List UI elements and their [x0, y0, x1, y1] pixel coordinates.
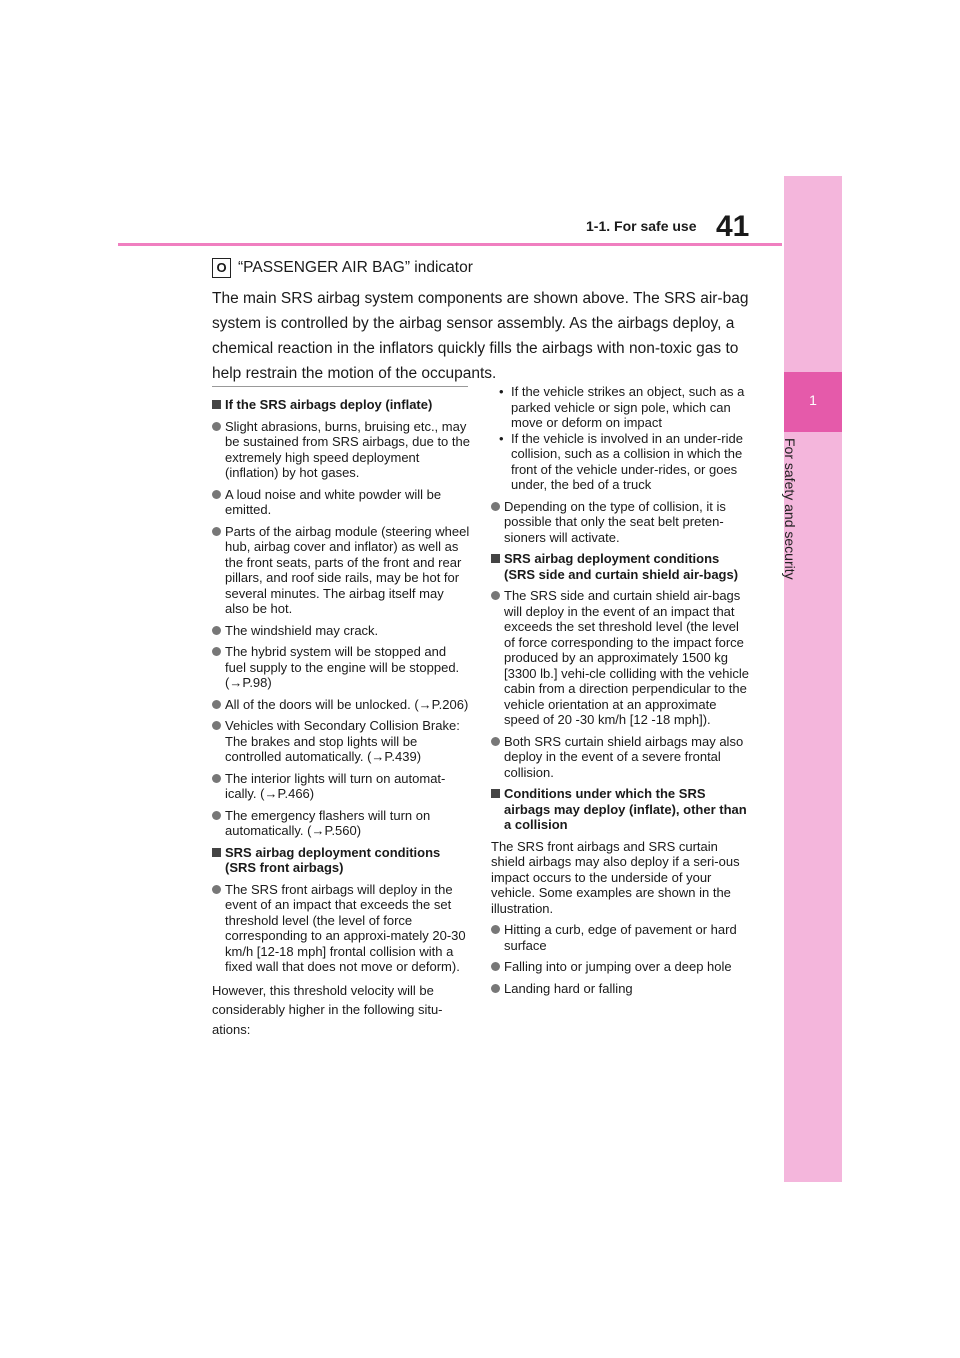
circle-bullet-icon [491, 591, 500, 600]
square-bullet-icon [212, 848, 221, 857]
threshold-paragraph: However, this threshold velocity will be considerably higher in the following situ-ations: [212, 982, 443, 1037]
list-item-text: The SRS front airbags will deploy in the event of an impact that exceeds the set threshold level (the level of force corresponding to an approxi-mately 20-30 km/h [12-18 mph] frontal collision with a fixed wall that does not move or deform). [225, 881, 466, 974]
circle-bullet-icon [212, 811, 221, 820]
list-item [491, 734, 749, 781]
chapter-title-text: For safety and security [782, 438, 798, 580]
circle-bullet-icon [212, 774, 221, 783]
square-bullet-icon [491, 554, 500, 563]
chapter-title [782, 438, 812, 604]
situation-text: If the vehicle is involved in an under-ride collision, such as a collision in which the front of the vehicle under-rides, or goes under, the bed of a truck [511, 430, 743, 492]
list-item [491, 981, 749, 997]
underside-paragraph: The SRS front airbags and SRS curtain shield airbags may also deploy if a seri-ous impact occurs to the underside of your vehicle. Some examples are shown in the illustration. [491, 838, 740, 916]
circle-bullet-icon [212, 490, 221, 499]
list-item-text: Parts of the airbag module (steering wheel hub, airbag cover and inflator) as well as the front seats, parts of the front and rear pillars, and roof side rails, may be hot for several minutes. The airbag itself may also be hot. [225, 523, 470, 616]
circle-bullet-icon [212, 885, 221, 894]
list-item [491, 959, 749, 975]
list-item [212, 524, 470, 617]
list-item-text: Hitting a curb, edge of pavement or hard surface [504, 922, 737, 953]
list-item [212, 487, 470, 518]
list-item [212, 644, 470, 691]
circle-bullet-icon [212, 527, 221, 536]
square-bullet-icon [212, 400, 221, 409]
section-label: 1-1. For safe use [586, 218, 697, 234]
situation-list [491, 384, 749, 493]
situation-text: If the vehicle strikes an object, such as a parked vehicle or sign pole, which can move or deform on impact [511, 384, 745, 430]
heading-other-conditions [491, 786, 749, 833]
list-item-text: All of the doors will be unlocked. (→P.206) [225, 696, 469, 712]
heading-text: SRS airbag deployment conditions (SRS front airbags) [225, 844, 441, 875]
list-item [212, 718, 470, 765]
circle-bullet-icon [212, 626, 221, 635]
list-item-text: Falling into or jumping over a deep hole [504, 959, 732, 974]
list-item-text: Both SRS curtain shield airbags may also deploy in the event of a severe frontal collision. [504, 733, 744, 780]
indicator-line [212, 258, 473, 278]
list-item-text: The windshield may crack. [225, 622, 379, 638]
list-item [212, 697, 470, 713]
chapter-side-band [784, 176, 842, 1182]
circle-bullet-icon [212, 647, 221, 656]
circle-bullet-icon [491, 962, 500, 971]
list-item-text: The emergency flashers will turn on automatically. (→P.560) [225, 807, 431, 838]
list-item [491, 588, 749, 728]
column-rule [212, 386, 468, 387]
list-item-text: Vehicles with Secondary Collision Brake: The brakes and stop lights will be controlled automatically. (→P.439) [225, 718, 460, 764]
indicator-label: “PASSENGER AIR BAG” indicator [238, 259, 473, 276]
heading-deploy [212, 397, 470, 413]
circle-bullet-icon [212, 721, 221, 730]
list-item [212, 808, 470, 839]
list-item [212, 882, 470, 975]
heading-text: If the SRS airbags deploy (inflate) [225, 397, 433, 412]
heading-front-conditions [212, 845, 470, 876]
situation-item [499, 431, 749, 493]
list-item-text: The interior lights will turn on automat-ically. (→P.466) [225, 770, 446, 801]
dot-marker: • [499, 384, 504, 399]
square-bullet-icon [491, 789, 500, 798]
circle-bullet-icon [491, 502, 500, 511]
right-column [491, 384, 749, 1002]
left-column [212, 397, 470, 1045]
heading-text: Conditions under which the SRS airbags may deploy (inflate), other than a collision [504, 786, 747, 832]
indicator-letter-box: O [212, 258, 231, 278]
circle-bullet-icon [491, 984, 500, 993]
dot-marker: • [499, 430, 504, 446]
circle-bullet-icon [212, 700, 221, 709]
header-divider [118, 243, 782, 246]
circle-bullet-icon [491, 737, 500, 746]
circle-bullet-icon [491, 925, 500, 934]
situation-item [499, 384, 749, 431]
list-item-text: The SRS side and curtain shield air-bags will deploy in the event of an impact that exceeds the set threshold level (the level of force corresponding to the impact force produced by an approximately 1500 kg [3300 lb.] vehi-cle colliding with the vehicle cabin from a direction perpendicular to the vehicle orientation at an approximate speed of 20 -30 km/h [12 -18 mph]). [504, 588, 749, 727]
list-item [491, 922, 749, 953]
list-item [212, 771, 470, 802]
circle-bullet-icon [212, 422, 221, 431]
list-item-text: Landing hard or falling [504, 980, 633, 996]
list-item [212, 419, 470, 481]
list-item-text: A loud noise and white powder will be emitted. [225, 486, 442, 517]
chapter-number: 1 [809, 392, 817, 408]
list-item [491, 499, 749, 546]
intro-paragraph: The main SRS airbag system components are shown above. The SRS air-bag system is controlled by the airbag sensor assembly. As the airbags deploy, a chemical reaction in the inflators quickly fills the airbags with non-toxic gas to help restrain the motion of the occupants. [212, 290, 749, 382]
heading-side-conditions [491, 551, 749, 582]
list-item-text: Depending on the type of collision, it is possible that only the seat belt preten-sioners will activate. [504, 498, 726, 545]
list-item-text: The hybrid system will be stopped and fuel supply to the engine will be stopped. (→P.98) [225, 644, 460, 690]
list-item-text: Slight abrasions, burns, bruising etc., may be sustained from SRS airbags, due to the extremely high speed deployment (inflation) by hot gases. [225, 418, 470, 480]
page-number: 41 [716, 210, 750, 243]
heading-text: SRS airbag deployment conditions (SRS side and curtain shield air-bags) [504, 551, 739, 582]
list-item [212, 623, 470, 639]
